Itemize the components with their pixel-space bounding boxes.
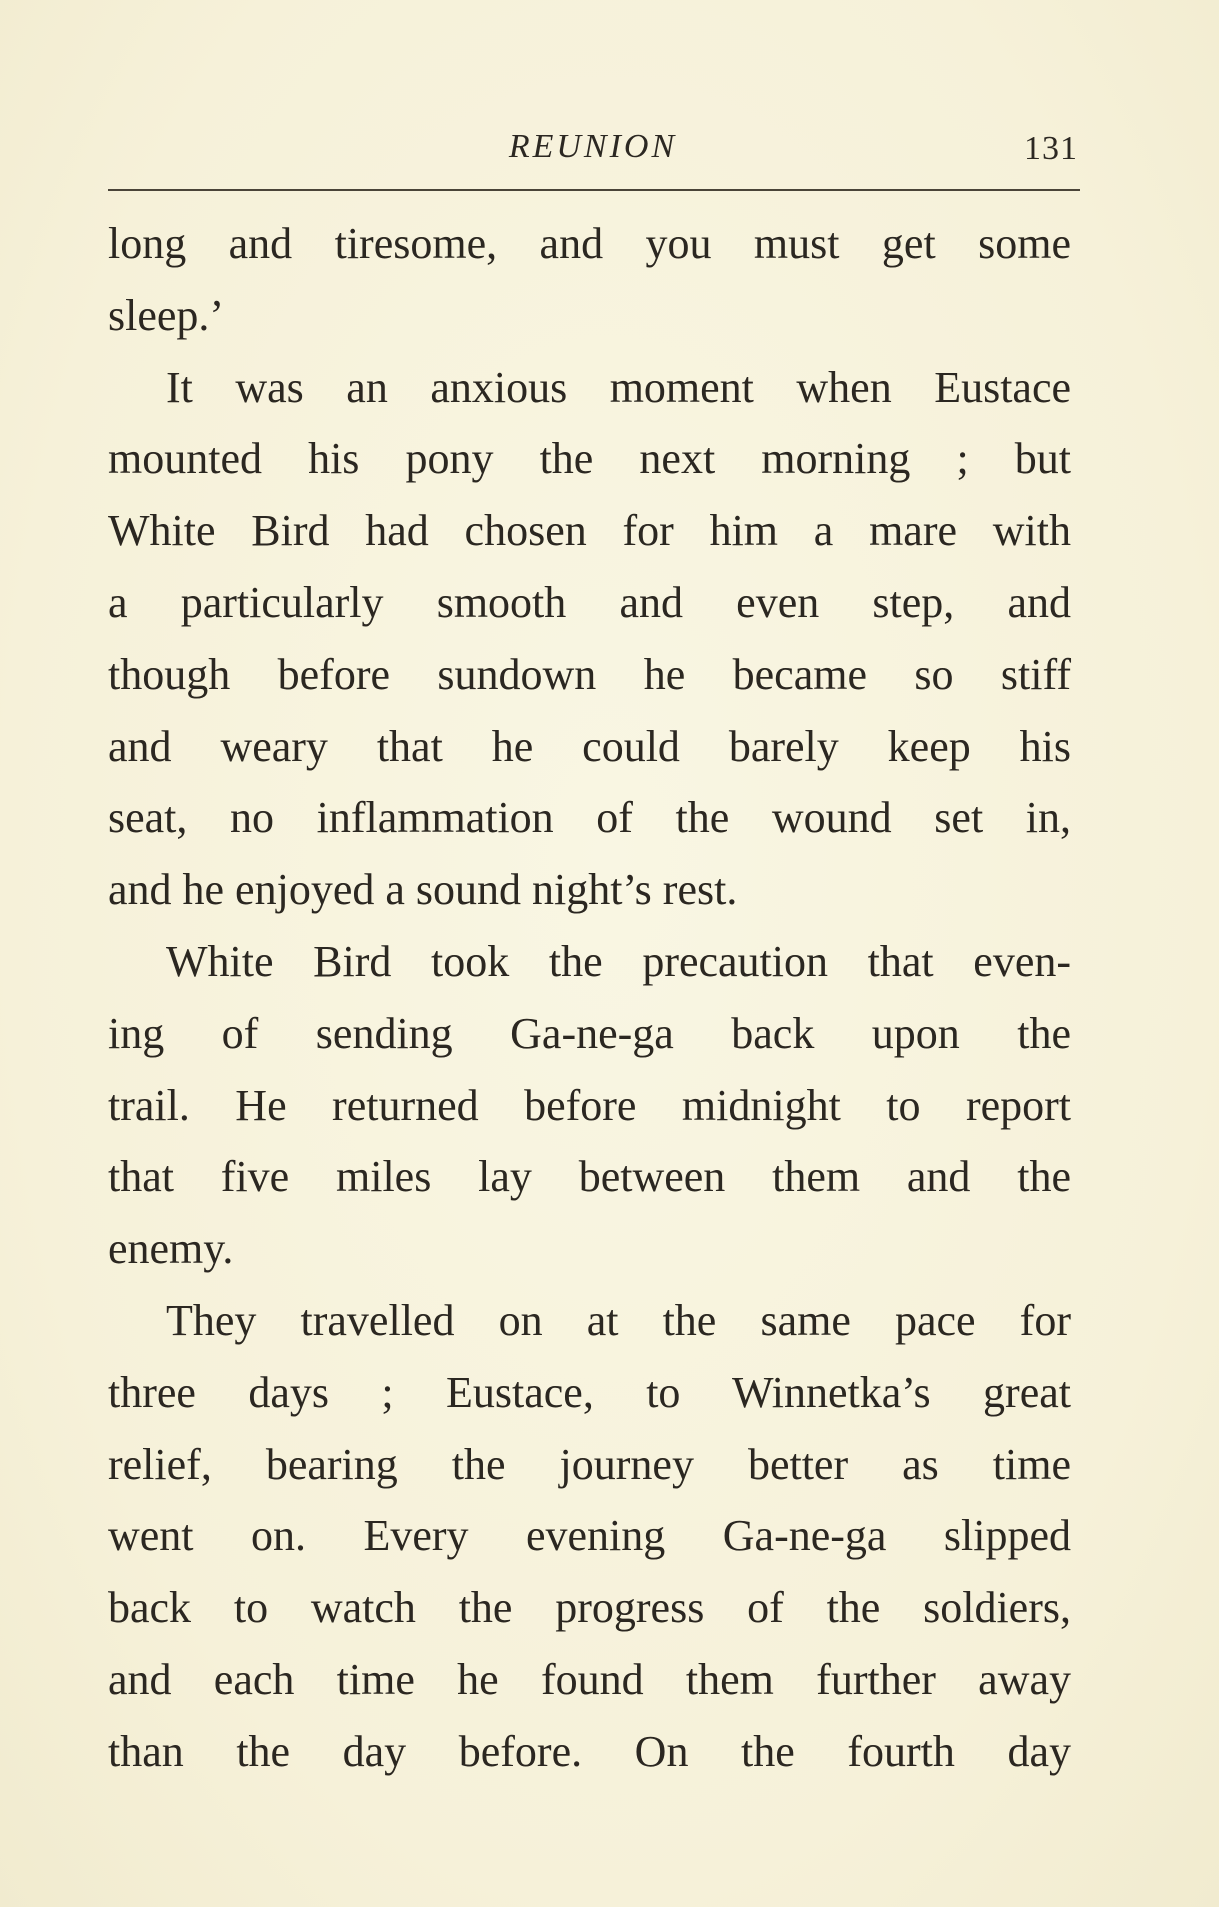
text-line: that five miles lay between them and the (108, 1152, 1071, 1202)
text-line: mounted his pony the next morning ; but (108, 434, 1071, 484)
page-number: 131 (1024, 130, 1078, 167)
text-line: and each time he found them further away (108, 1654, 1071, 1704)
text-line: and he enjoyed a sound night’s rest. (108, 865, 738, 915)
text-line: trail. He returned before midnight to report (108, 1080, 1071, 1130)
text-line: sleep.’ (108, 290, 225, 340)
running-head (108, 122, 1078, 172)
chapter-title: REUNION (508, 128, 678, 165)
body-text (108, 208, 1071, 1788)
text-line: enemy. (108, 1224, 234, 1274)
text-line: long and tiresome, and you must get some (108, 219, 1071, 268)
text-line: a particularly smooth and even step, and (108, 577, 1071, 627)
header-rule (108, 189, 1080, 191)
text-line: They travelled on at the same pace for (166, 1295, 1071, 1345)
text-line: three days ; Eustace, to Winnetka’s great (108, 1367, 1071, 1417)
text-line: White Bird had chosen for him a mare with (108, 506, 1071, 556)
text-line: seat, no inflammation of the wound set in, (108, 793, 1071, 843)
text-line: ing of sending Ga-ne-ga back upon the (108, 1008, 1071, 1058)
text-line: White Bird took the precaution that even- (166, 936, 1071, 986)
text-line: went on. Every evening Ga-ne-ga slipped (108, 1511, 1071, 1561)
text-line: than the day before. On the fourth day (108, 1726, 1071, 1776)
text-line: relief, bearing the journey better as time (108, 1439, 1071, 1489)
text-line: though before sundown he became so stiff (108, 649, 1071, 699)
text-line: It was an anxious moment when Eustace (166, 362, 1071, 412)
text-line: back to watch the progress of the soldiers, (108, 1583, 1071, 1633)
text-line: and weary that he could barely keep his (108, 721, 1071, 771)
